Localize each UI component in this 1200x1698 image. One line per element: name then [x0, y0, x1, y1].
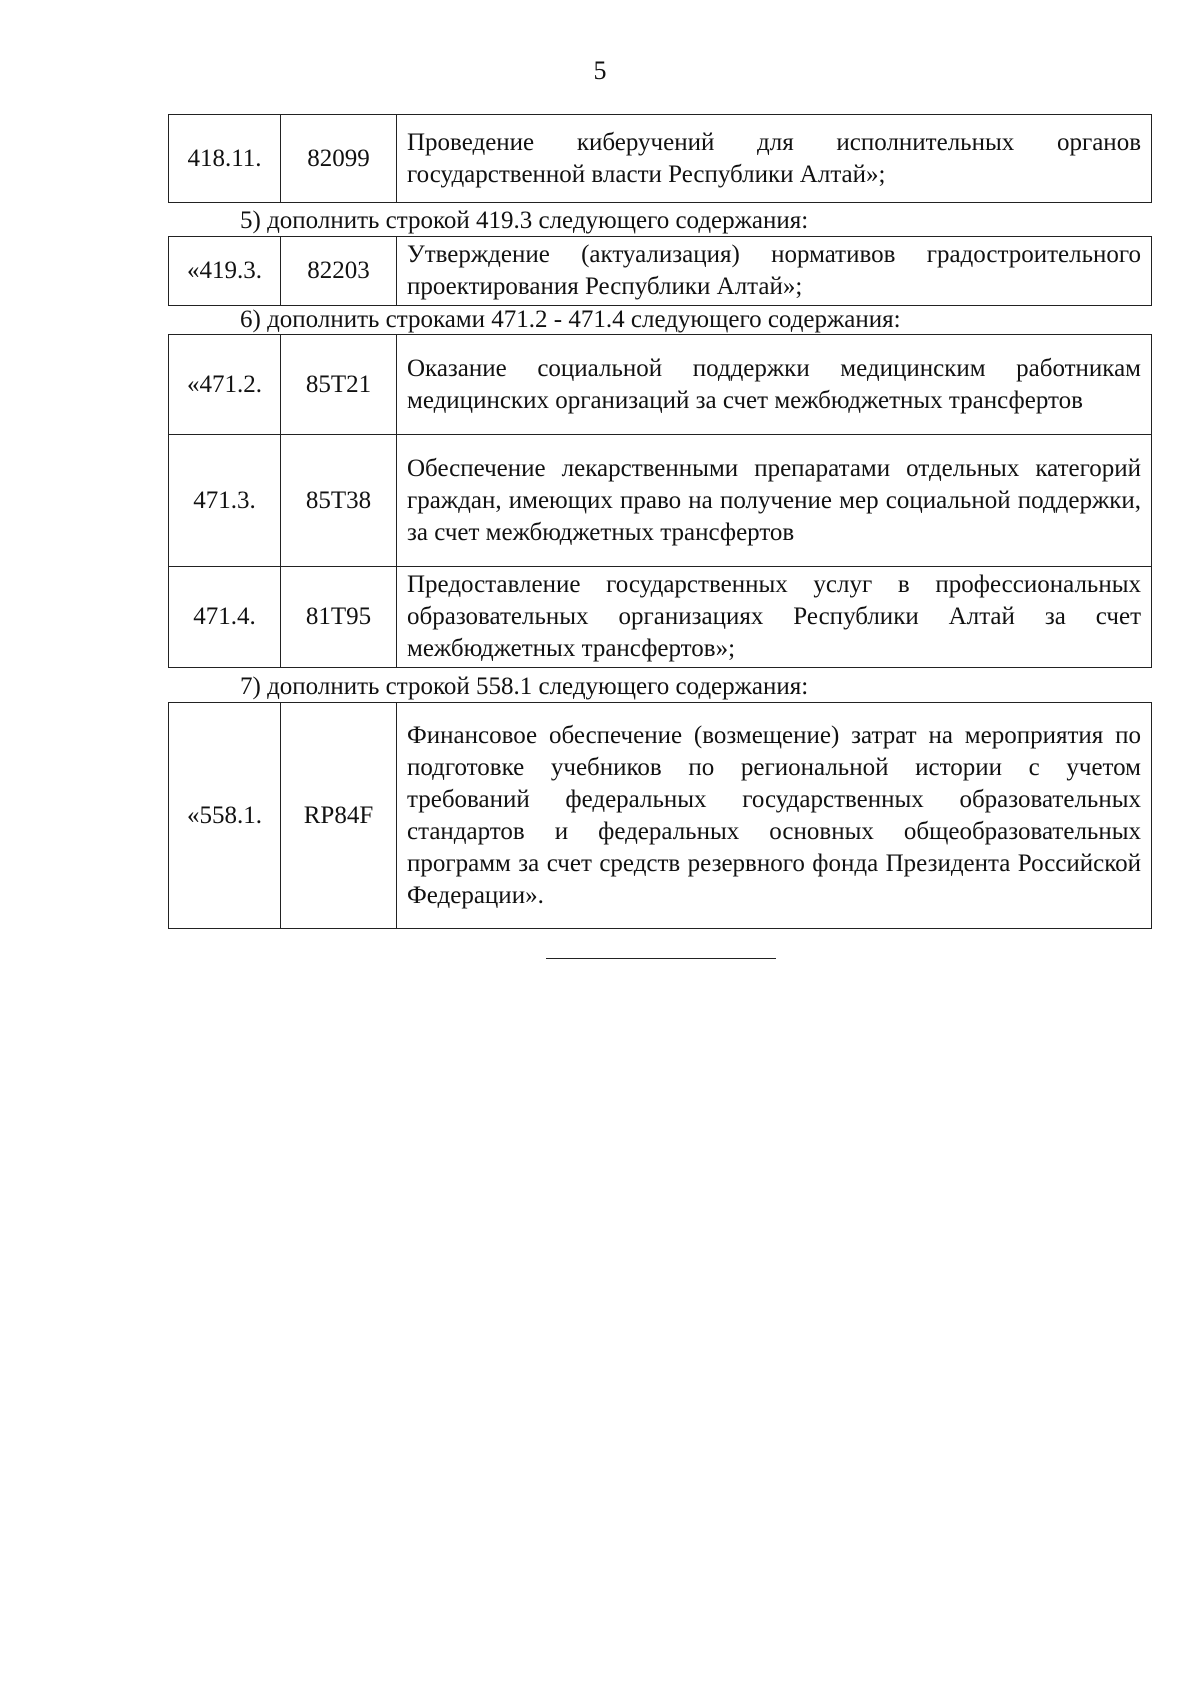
- row-description: Финансовое обеспечение (возмещение) затрат на мероприятия по подготовке учебников по региональной истории с учетом требований федеральных государственных образовательных стандартов и федеральных основных общеобразовательных программ за счет средств резервного фонда Президента Российской Федерации».: [397, 703, 1152, 929]
- row-number: «419.3.: [169, 237, 281, 306]
- row-code: 85Т21: [281, 335, 397, 435]
- table-row: [169, 703, 1152, 929]
- row-description: Утверждение (актуализация) нормативов градостроительного проектирования Республики Алтай»;: [397, 237, 1152, 306]
- row-description: Проведение киберучений для исполнительных органов государственной власти Республики Алтай»;: [397, 115, 1152, 203]
- instruction-item-5: 5) дополнить строкой 419.3 следующего содержания:: [240, 207, 809, 234]
- row-number: 471.4.: [169, 567, 281, 668]
- table-row: [169, 237, 1152, 306]
- row-code: 82099: [281, 115, 397, 203]
- table-row: [169, 335, 1152, 435]
- row-number: «471.2.: [169, 335, 281, 435]
- table-item-7: [168, 702, 1152, 929]
- row-code: 85Т38: [281, 435, 397, 567]
- row-description: Предоставление государственных услуг в профессиональных образовательных организациях Республики Алтай за счет межбюджетных трансфертов»;: [397, 567, 1152, 668]
- table-item-6: [168, 334, 1152, 668]
- table-row: [169, 115, 1152, 203]
- row-code: RP84F: [281, 703, 397, 929]
- row-code: 81Т95: [281, 567, 397, 668]
- row-description: Оказание социальной поддержки медицинским работникам медицинских организаций за счет межбюджетных трансфертов: [397, 335, 1152, 435]
- row-description: Обеспечение лекарственными препаратами отдельных категорий граждан, имеющих право на получение мер социальной поддержки, за счет межбюджетных трансфертов: [397, 435, 1152, 567]
- table-row: [169, 435, 1152, 567]
- row-code: 82203: [281, 237, 397, 306]
- end-divider: [546, 958, 776, 959]
- table-row: [169, 567, 1152, 668]
- table-continued: [168, 114, 1152, 203]
- row-number: 418.11.: [169, 115, 281, 203]
- instruction-item-7: 7) дополнить строкой 558.1 следующего содержания:: [240, 673, 809, 700]
- page-number: 5: [593, 56, 607, 85]
- row-number: «558.1.: [169, 703, 281, 929]
- table-item-5: [168, 236, 1152, 306]
- row-number: 471.3.: [169, 435, 281, 567]
- instruction-item-6: 6) дополнить строками 471.2 - 471.4 следующего содержания:: [240, 306, 901, 333]
